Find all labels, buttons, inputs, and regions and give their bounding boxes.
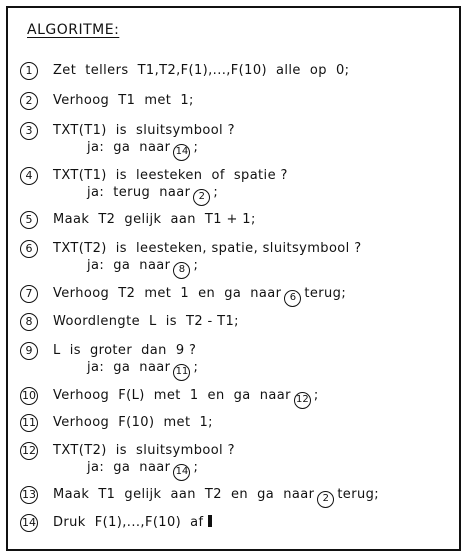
step-7-text-main: Verhoog T2 met 1 en ga naar <box>53 286 282 301</box>
step-3-subline <box>87 140 198 161</box>
text-cursor <box>208 515 212 527</box>
step-number-10: 10 <box>20 387 38 405</box>
step-13-text-main: Maak T1 gelijk aan T2 en ga naar <box>53 487 315 502</box>
step-6-goto-ref: 8 <box>173 262 190 279</box>
step-3-goto-ref: 14 <box>173 144 190 161</box>
step-8-text: Woordlengte L is T2 - T1; <box>53 314 239 329</box>
step-10-goto-ref: 12 <box>294 392 311 409</box>
step-4-sub-text: ja: terug naar <box>87 185 191 200</box>
step-9-sub-end: ; <box>193 360 199 375</box>
step-4-subline <box>87 185 218 206</box>
step-11-text: Verhoog F(10) met 1; <box>53 415 213 430</box>
step-number-12: 12 <box>20 442 38 460</box>
step-number-13: 13 <box>20 486 38 504</box>
step-5-text: Maak T2 gelijk aan T1 + 1; <box>53 212 256 227</box>
step-3-sub-end: ; <box>193 140 199 155</box>
step-number-1: 1 <box>20 62 38 80</box>
step-9-sub-text: ja: ga naar <box>87 360 171 375</box>
step-14-text-main: Druk F(1),...,F(10) af <box>53 515 204 530</box>
step-12-text: TXT(T2) is sluitsymbool ? <box>53 443 235 458</box>
algorithm-title: ALGORITME: <box>27 22 120 38</box>
step-6-sub-text: ja: ga naar <box>87 258 171 273</box>
step-number-8: 8 <box>20 313 38 331</box>
step-12-sub-text: ja: ga naar <box>87 460 171 475</box>
step-10-text-main: Verhoog F(L) met 1 en ga naar <box>53 388 291 403</box>
step-number-5: 5 <box>20 211 38 229</box>
step-number-7: 7 <box>20 285 38 303</box>
step-12-sub-end: ; <box>193 460 199 475</box>
step-number-11: 11 <box>20 414 38 432</box>
step-13-text <box>53 487 379 508</box>
step-7-text <box>53 286 346 307</box>
step-number-14: 14 <box>20 514 38 532</box>
step-4-text: TXT(T1) is leesteken of spatie ? <box>53 168 288 183</box>
step-6-sub-end: ; <box>193 258 199 273</box>
step-10-text <box>53 388 319 409</box>
step-7-goto-ref: 6 <box>284 290 301 307</box>
step-13-text-end: terug; <box>337 487 380 502</box>
step-1-text: Zet tellers T1,T2,F(1),...,F(10) alle op 0; <box>53 63 350 78</box>
step-4-sub-end: ; <box>213 185 219 200</box>
step-9-text: L is groter dan 9 ? <box>53 343 197 358</box>
step-number-2: 2 <box>20 92 38 110</box>
step-13-goto-ref: 2 <box>317 491 334 508</box>
step-number-4: 4 <box>20 167 38 185</box>
step-9-goto-ref: 11 <box>173 364 190 381</box>
step-3-sub-text: ja: ga naar <box>87 140 171 155</box>
step-6-subline <box>87 258 198 279</box>
step-9-subline <box>87 360 198 381</box>
step-2-text: Verhoog T1 met 1; <box>53 93 194 108</box>
algorithm-frame <box>6 6 461 551</box>
step-12-goto-ref: 14 <box>173 464 190 481</box>
step-10-text-end: ; <box>313 388 319 403</box>
step-12-subline <box>87 460 198 481</box>
step-14-text <box>53 515 212 531</box>
step-3-text: TXT(T1) is sluitsymbool ? <box>53 123 235 138</box>
step-number-6: 6 <box>20 240 38 258</box>
step-number-3: 3 <box>20 122 38 140</box>
step-number-9: 9 <box>20 342 38 360</box>
step-4-goto-ref: 2 <box>193 189 210 206</box>
step-7-text-end: terug; <box>304 286 347 301</box>
step-6-text: TXT(T2) is leesteken, spatie, sluitsymbool ? <box>53 241 362 256</box>
